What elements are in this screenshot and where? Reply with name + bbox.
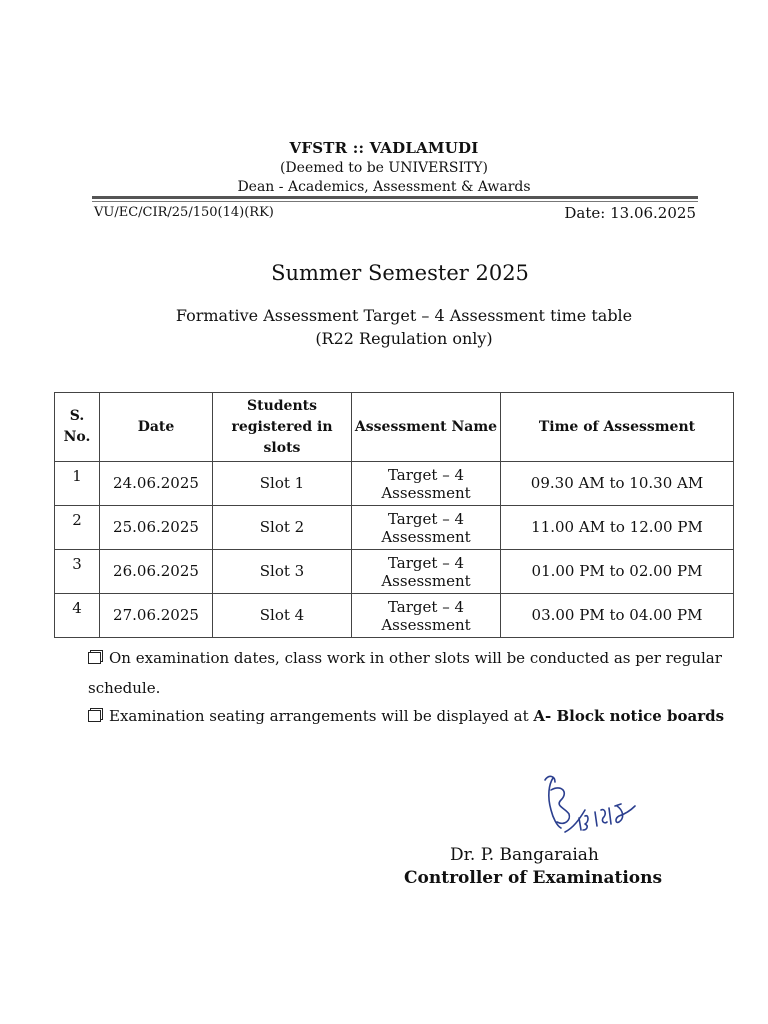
university-status: (Deemed to be UNIVERSITY)	[279, 160, 489, 176]
note-seating-text: Examination seating arrangements will be displayed at	[109, 707, 534, 725]
cell-sno: 4	[55, 594, 100, 638]
cell-sno: 2	[55, 506, 100, 550]
cell-slot: Slot 3	[213, 550, 352, 594]
signatory-name: Dr. P. Bangaraiah	[450, 845, 599, 865]
checkbox-icon	[88, 710, 101, 722]
cell-assessment-name: Target – 4 Assessment	[352, 550, 501, 594]
column-header-time: Time of Assessment	[501, 393, 734, 462]
note-class-work-text: On examination dates, class work in other slots will be conducted as per regular schedule.	[88, 649, 722, 697]
table-row	[55, 594, 734, 638]
cell-date: 26.06.2025	[100, 550, 213, 594]
column-header-sno: S. No.	[55, 393, 100, 462]
column-header-date: Date	[100, 393, 213, 462]
header-divider-thin	[92, 201, 698, 202]
cell-time: 11.00 AM to 12.00 PM	[501, 506, 734, 550]
column-header-assessment-name: Assessment Name	[352, 393, 501, 462]
cell-slot: Slot 2	[213, 506, 352, 550]
page-subtitle: Formative Assessment Target – 4 Assessment time table	[175, 306, 633, 325]
signature-icon	[535, 770, 655, 845]
table-header-row	[55, 393, 734, 462]
cell-sno: 3	[55, 550, 100, 594]
column-header-slot: Students registered in slots	[213, 393, 352, 462]
institution-name: VFSTR :: VADLAMUDI	[289, 139, 479, 157]
cell-slot: Slot 4	[213, 594, 352, 638]
cell-time: 01.00 PM to 02.00 PM	[501, 550, 734, 594]
note-seating-location: A- Block notice boards	[533, 707, 725, 725]
circular-reference: VU/EC/CIR/25/150(14)(RK)	[94, 205, 274, 220]
cell-sno: 1	[55, 462, 100, 506]
cell-time: 03.00 PM to 04.00 PM	[501, 594, 734, 638]
note-seating	[88, 701, 738, 731]
assessment-timetable	[54, 392, 734, 638]
table-row	[55, 462, 734, 506]
cell-date: 25.06.2025	[100, 506, 213, 550]
cell-assessment-name: Target – 4 Assessment	[352, 462, 501, 506]
regulation-note: (R22 Regulation only)	[315, 329, 493, 348]
cell-time: 09.30 AM to 10.30 AM	[501, 462, 734, 506]
checkbox-icon	[88, 652, 101, 664]
cell-assessment-name: Target – 4 Assessment	[352, 506, 501, 550]
cell-slot: Slot 1	[213, 462, 352, 506]
signatory-role: Controller of Examinations	[404, 868, 663, 888]
cell-date: 24.06.2025	[100, 462, 213, 506]
table-row	[55, 550, 734, 594]
department-name: Dean - Academics, Assessment & Awards	[237, 179, 531, 195]
header-divider-thick	[92, 196, 698, 199]
cell-date: 27.06.2025	[100, 594, 213, 638]
circular-date: Date: 13.06.2025	[564, 204, 696, 222]
cell-assessment-name: Target – 4 Assessment	[352, 594, 501, 638]
note-class-work	[88, 643, 738, 703]
page-title: Summer Semester 2025	[271, 261, 529, 285]
table-row	[55, 506, 734, 550]
